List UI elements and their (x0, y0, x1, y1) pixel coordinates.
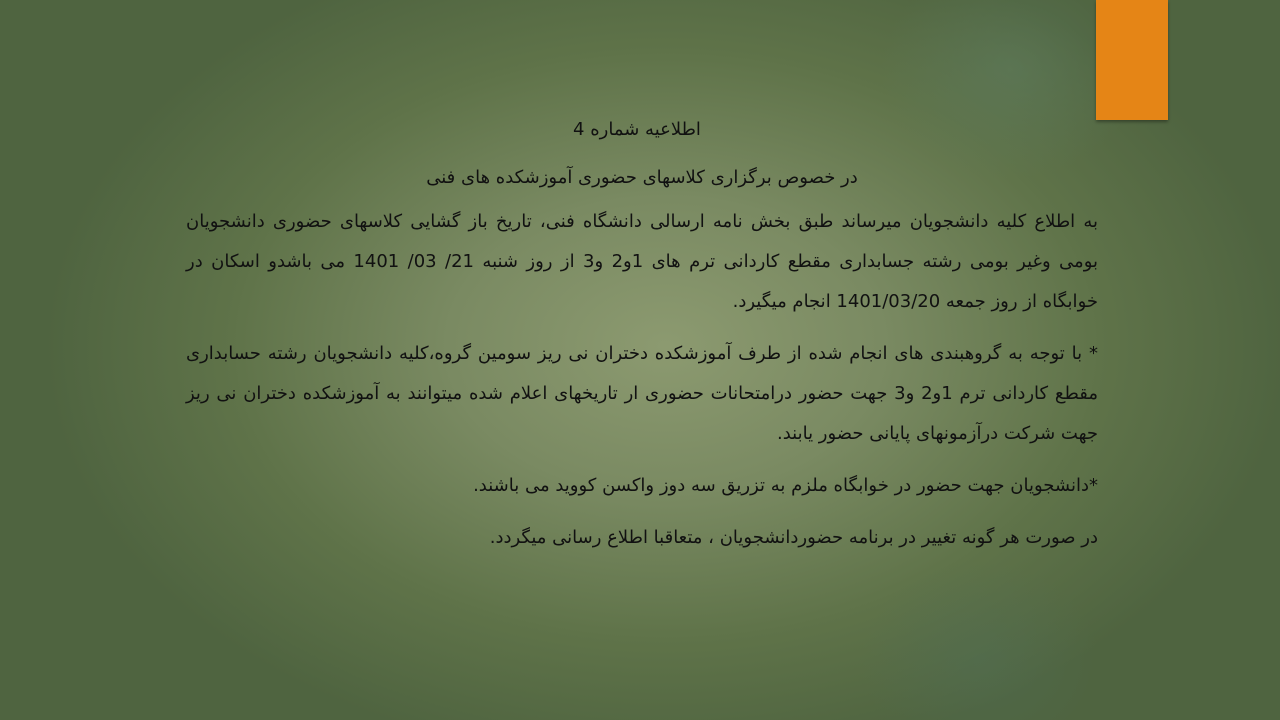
announcement-body (186, 112, 1098, 570)
announcement-title: اطلاعیه شماره 4 (573, 119, 701, 140)
paragraph-exams: * با توجه به گروهبندی های انجام شده از طرف آموزشکده دختران نی ریز سومین گروه،کلیه دانشجویان رشته حسابداری مقطع کاردانی ترم 1و2 و3 جهت حضور درامتحانات حضوری ار تاریخهای اعلام شده میتوانند به آموزشکده دختران نی ریز جهت شرکت درآزمونهای پایانی حضور یابند. (186, 343, 1098, 444)
orange-accent-bar (1096, 0, 1168, 120)
paragraph-vaccine: *دانشجویان جهت حضور در خوابگاه ملزم به تزریق سه دوز واکسن کووید می باشند. (473, 475, 1098, 496)
announcement-subtitle: در خصوص برگزاری کلاسهای حضوری آموزشکده های فنی (426, 167, 858, 188)
paragraph-schedule: به اطلاع کلیه دانشجویان میرساند طبق بخش نامه ارسالی دانشگاه فنی، تاریخ باز گشایی کلاسهای حضوری دانشجویان بومی وغیر بومی رشته جسابداری مقطع کاردانی ترم های 1و2 و3 از روز شنبه 21/ 03/ 1401 می باشدو اسکان در خوابگاه از روز جمعه 1401/03/20 انجام میگیرد. (186, 211, 1099, 312)
background-glow-lower (860, 560, 1100, 720)
paragraph-changes: در صورت هر گونه تغییر در برنامه حضوردانشجویان ، متعاقبا اطلاع رسانی میگردد. (489, 527, 1098, 548)
